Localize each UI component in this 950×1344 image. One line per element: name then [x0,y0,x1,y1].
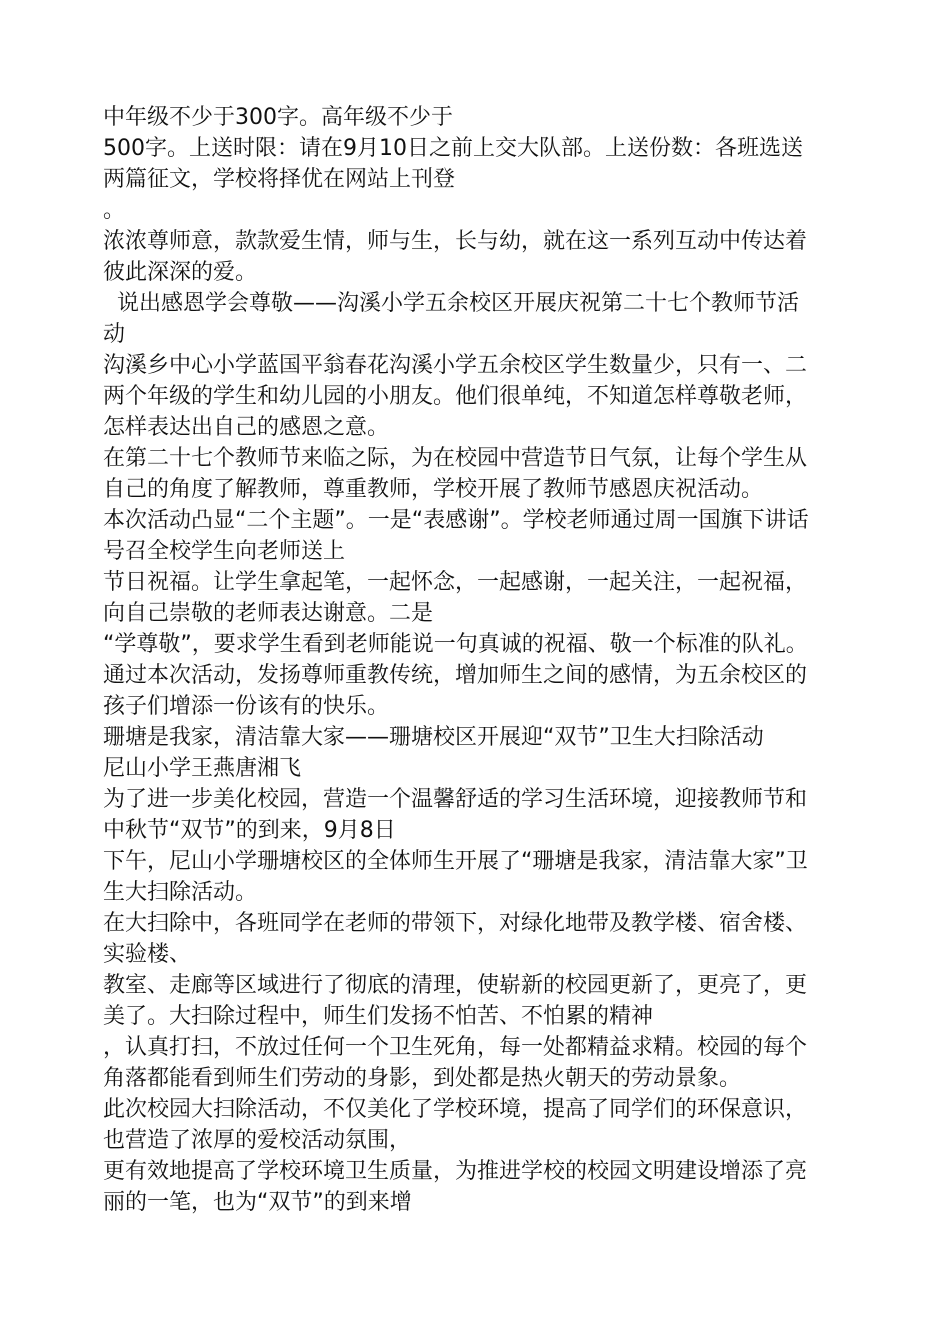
text-line: 浓浓尊师意，款款爱生情，师与生，长与幼，就在这一系列互动中传达着 [103,229,808,254]
text-line: 怎样表达出自己的感恩之意。 [103,415,390,440]
text-line: 在第二十七个教师节来临之际，为在校园中营造节日气氛，让每个学生从 [103,446,808,471]
text-line: 沟溪乡中心小学蓝国平翁春花沟溪小学五余校区学生数量少，只有一、二 [103,353,808,378]
text-line: 自己的角度了解教师，尊重教师，学校开展了教师节感恩庆祝活动。 [103,477,764,502]
text-line: 两篇征文，学校将择优在网站上刊登 [103,167,456,192]
text-line: 节日祝福。让学生拿起笔，一起怀念，一起感谢，一起关注，一起祝福， [103,570,808,595]
text-line: 此次校园大扫除活动，不仅美化了学校环境，提高了同学们的环保意识， [103,1097,808,1122]
text-line: 更有效地提高了学校环境卫生质量，为推进学校的校园文明建设增添了亮 [103,1159,808,1184]
text-line: 。 [103,198,126,223]
text-line: 为了进一步美化校园，营造一个温馨舒适的学习生活环境，迎接教师节和 [103,787,808,812]
text-line: 美了。大扫除过程中，师生们发扬不怕苦、不怕累的精神 [103,1004,654,1029]
text-line: 教室、走廊等区域进行了彻底的清理，使崭新的校园更新了，更亮了，更 [103,973,808,998]
text-line: 在大扫除中，各班同学在老师的带领下，对绿化地带及教学楼、宿舍楼、 [103,911,808,936]
text-line: 500字。上送时限：请在9月10日之前上交大队部。上送份数：各班选送 [103,136,803,161]
text-line: 彼此深深的爱。 [103,260,258,285]
section-title: 珊塘是我家，清洁靠大家——珊塘校区开展迎“双节”卫生大扫除活动 [103,725,764,750]
text-line: 两个年级的学生和幼儿园的小朋友。他们很单纯，不知道怎样尊敬老师， [103,384,808,409]
text-line: 向自己崇敬的老师表达谢意。二是 [103,601,434,626]
text-line: 本次活动凸显“二个主题”。一是“表感谢”。学校老师通过周一国旗下讲话 [103,508,809,533]
text-line: 号召全校学生向老师送上 [103,539,346,564]
text-line: 实验楼、 [103,942,192,967]
text-line: 通过本次活动，发扬尊师重教传统，增加师生之间的感情，为五余校区的 [103,663,808,688]
text-line: ，认真打扫，不放过任何一个卫生死角，每一处都精益求精。校园的每个 [103,1035,808,1060]
text-line: 动 [103,322,126,347]
text-line: 中秋节“双节”的到来，9月8日 [103,818,396,843]
text-line: “学尊敬”，要求学生看到老师能说一句真诚的祝福、敬一个标准的队礼。 [103,632,808,657]
text-line: 丽的一笔，也为“双节”的到来增 [103,1190,412,1215]
section-title: 说出感恩学会尊敬——沟溪小学五余校区开展庆祝第二十七个教师节活 [117,291,800,316]
text-line: 角落都能看到师生们劳动的身影，到处都是热火朝天的劳动景象。 [103,1066,742,1091]
text-line: 孩子们增添一份该有的快乐。 [103,694,390,719]
text-line: 中年级不少于300字。高年级不少于 [103,105,453,130]
author-line: 尼山小学王燕唐湘飞 [103,756,302,781]
text-line: 也营造了浓厚的爱校活动氛围， [103,1128,412,1153]
text-line: 下午，尼山小学珊塘校区的全体师生开展了“珊塘是我家，清洁靠大家”卫 [103,849,808,874]
text-line: 生大扫除活动。 [103,880,258,905]
